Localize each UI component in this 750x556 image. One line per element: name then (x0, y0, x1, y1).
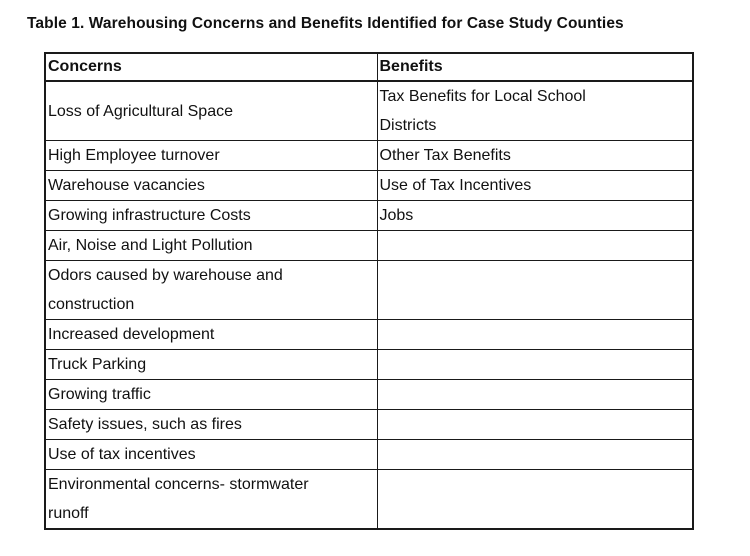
table-row (45, 81, 693, 141)
cell-text: Other Tax Benefits (379, 147, 511, 164)
concern-cell (45, 470, 377, 530)
concern-cell (45, 81, 377, 141)
column-header-label: Benefits (379, 58, 443, 75)
cell-text: High Employee turnover (48, 147, 220, 164)
concern-cell (45, 380, 377, 410)
benefit-cell (377, 141, 693, 171)
concerns-benefits-table (44, 52, 694, 530)
cell-text: Environmental concerns- stormwater runoff (48, 476, 309, 522)
table-row (45, 410, 693, 440)
concern-cell (45, 141, 377, 171)
benefit-cell (377, 231, 693, 261)
cell-text: Warehouse vacancies (48, 177, 205, 194)
benefit-cell (377, 350, 693, 380)
table-row (45, 440, 693, 470)
concern-cell (45, 350, 377, 380)
table-row (45, 380, 693, 410)
benefit-cell (377, 440, 693, 470)
table-row (45, 470, 693, 530)
column-header-benefits (377, 53, 693, 81)
table-row (45, 201, 693, 231)
cell-text: Use of tax incentives (48, 446, 196, 463)
cell-text: Growing infrastructure Costs (48, 207, 251, 224)
benefit-cell (377, 320, 693, 350)
cell-text: Loss of Agricultural Space (48, 102, 233, 120)
column-header-label: Concerns (48, 58, 122, 75)
cell-text: Growing traffic (48, 386, 151, 403)
table-row (45, 231, 693, 261)
cell-text: Odors caused by warehouse and construction (48, 267, 283, 313)
table-row (45, 261, 693, 320)
concern-cell (45, 440, 377, 470)
table-row (45, 350, 693, 380)
cell-text: Truck Parking (48, 356, 147, 373)
table-row (45, 141, 693, 171)
benefit-cell (377, 410, 693, 440)
table-row (45, 320, 693, 350)
concern-cell (45, 410, 377, 440)
table-row (45, 171, 693, 201)
concern-cell (45, 171, 377, 201)
concern-cell (45, 231, 377, 261)
cell-text: Use of Tax Incentives (379, 177, 532, 194)
cell-text: Jobs (379, 207, 414, 224)
benefit-cell (377, 81, 693, 141)
concern-cell (45, 320, 377, 350)
cell-text: Increased development (48, 326, 215, 343)
header-row (45, 53, 693, 81)
concern-cell (45, 261, 377, 320)
benefit-cell (377, 470, 693, 530)
cell-text: Safety issues, such as fires (48, 416, 242, 433)
benefit-cell (377, 171, 693, 201)
table-caption: Table 1. Warehousing Concerns and Benefits Identified for Case Study Counties (27, 15, 624, 32)
concern-cell (45, 201, 377, 231)
column-header-concerns (45, 53, 377, 81)
benefit-cell (377, 201, 693, 231)
cell-text: Tax Benefits for Local School Districts (379, 88, 586, 134)
cell-text: Air, Noise and Light Pollution (48, 237, 253, 254)
benefit-cell (377, 261, 693, 320)
benefit-cell (377, 380, 693, 410)
